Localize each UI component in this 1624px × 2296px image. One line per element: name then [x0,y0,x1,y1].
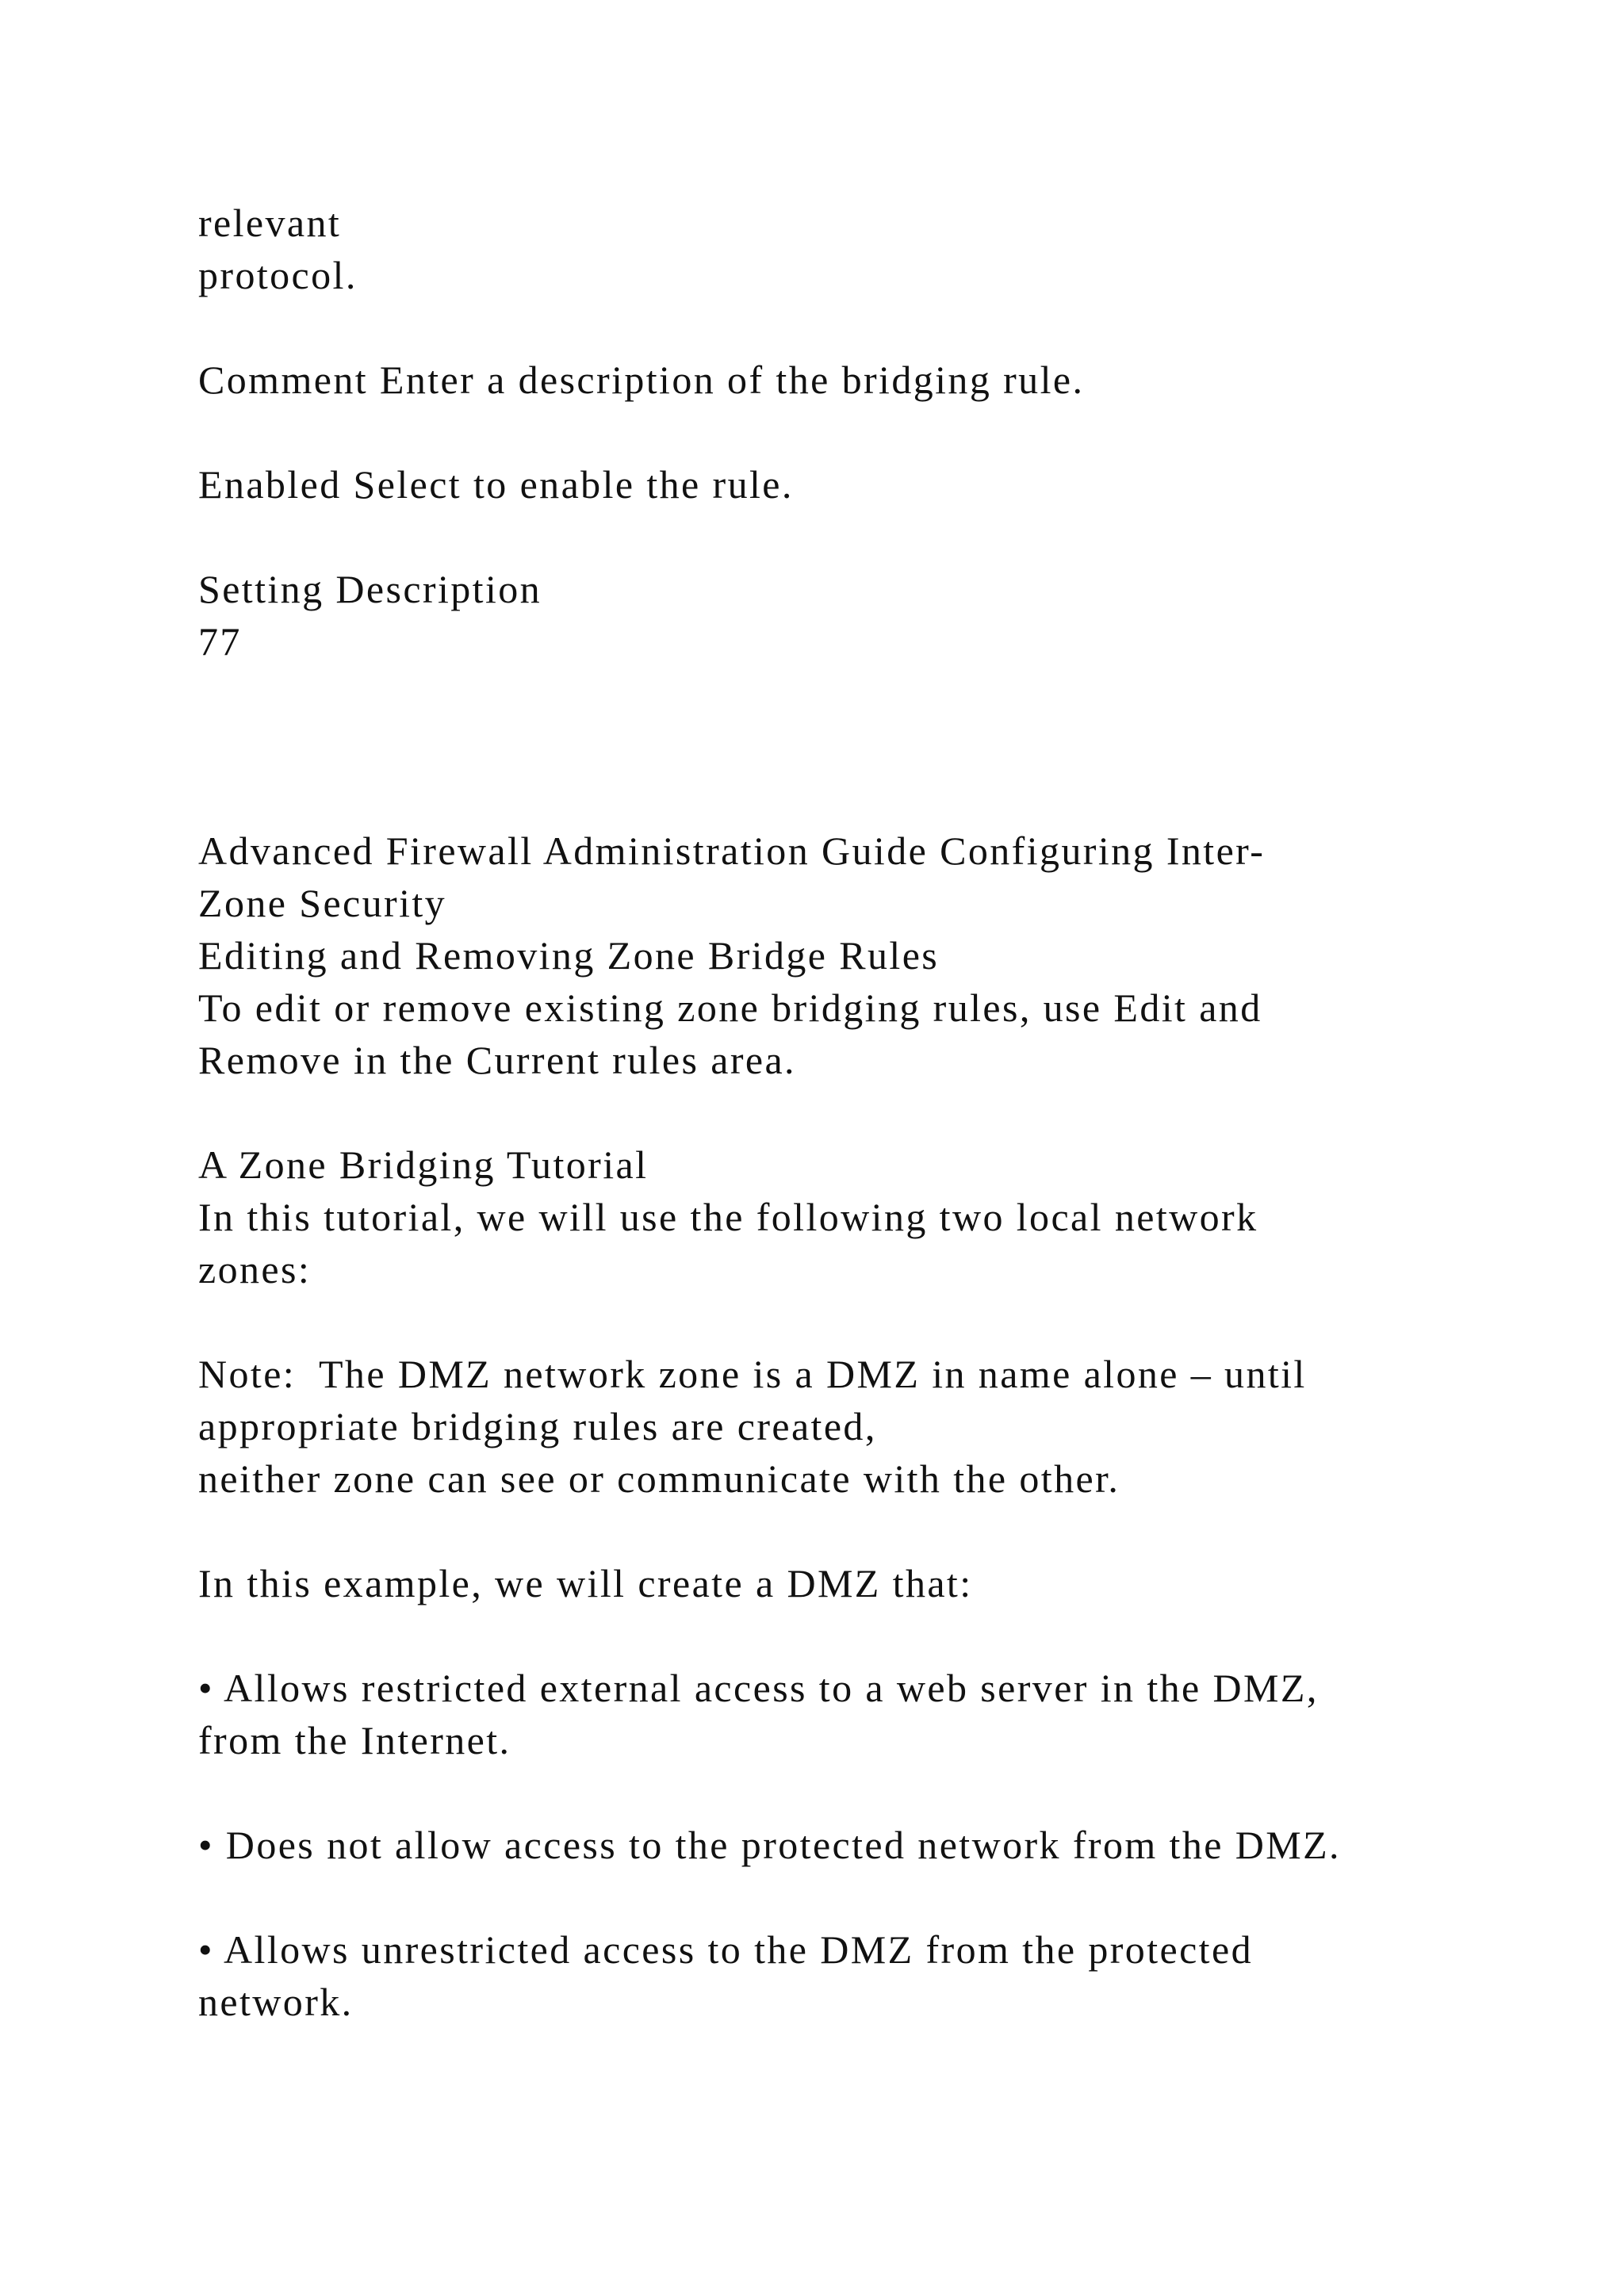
text-line: Enabled Select to enable the rule. [198,462,794,507]
paragraph-spacer [198,511,1546,563]
paragraph-spacer [198,1086,1546,1138]
text-line: Zone Security [198,881,447,925]
text-line: • Does not allow access to the protected network from the DMZ. [198,1823,1341,1867]
paragraph-spacer [198,1295,1546,1348]
text-line: Comment Enter a description of the bridging rule. [198,358,1085,402]
paragraph-spacer [198,1505,1546,1557]
text-line: Remove in the Current rules area. [198,1038,796,1082]
paragraph-spacer [198,1609,1546,1662]
document-text [198,197,1546,2028]
text-line: In this example, we will create a DMZ that: [198,1561,973,1605]
text-line: • Allows unrestricted access to the DMZ from the protected [198,1927,1253,1972]
text-line: neither zone can see or communicate with the other. [198,1456,1120,1501]
text-line: In this tutorial, we will use the following two local network [198,1195,1258,1239]
text-line: 77 [198,619,242,664]
text-line: A Zone Bridging Tutorial [198,1142,649,1187]
text-line: Setting Description [198,567,542,611]
text-line: appropriate bridging rules are created, [198,1404,877,1448]
text-line: from the Internet. [198,1718,511,1762]
text-line: Note: The DMZ network zone is a DMZ in name alone – until [198,1352,1307,1396]
text-line: relevant [198,201,342,245]
section-spacer [198,668,1546,825]
text-line: network. [198,1980,354,2024]
paragraph-spacer [198,301,1546,354]
text-line: Editing and Removing Zone Bridge Rules [198,933,940,978]
text-line: To edit or remove existing zone bridging rules, use Edit and [198,985,1262,1030]
text-line: zones: [198,1247,312,1292]
paragraph-spacer [198,406,1546,458]
text-line: Advanced Firewall Administration Guide Configuring Inter- [198,828,1266,873]
text-line: protocol. [198,253,358,297]
paragraph-spacer [198,1766,1546,1819]
text-line: • Allows restricted external access to a web server in the DMZ, [198,1666,1319,1710]
paragraph-spacer [198,1871,1546,1923]
